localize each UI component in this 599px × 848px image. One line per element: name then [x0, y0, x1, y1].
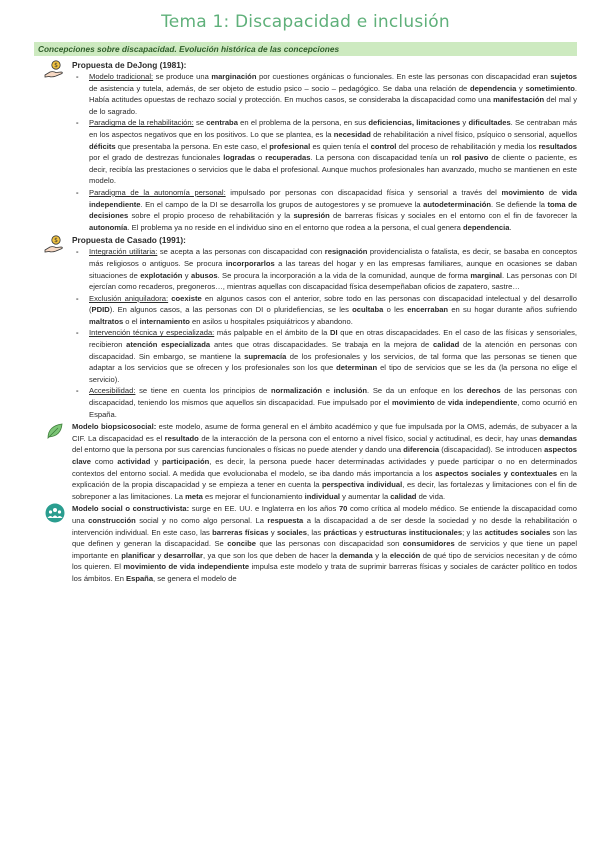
list-item-exclusion-aniquiladora: - Exclusión aniquiladora: coexiste en algunos casos con el anterior, sobre todo en las personas con discapacidad intelectual y del desarrollo (PDID). En algunos casos, a las personas con DI o pluridefiencias, se les ocultaba o les encerraban en su hogar durante años sufriendo maltratos o el internamiento en asilos u hospitales psiquiátricos y abandono. [76, 293, 577, 326]
leaf-icon [44, 421, 66, 441]
item-label: Modelo tradicional: [89, 72, 154, 81]
casado-block [34, 234, 577, 420]
item-label: Paradigma de la autonomía personal: [89, 187, 226, 197]
biopsicosocial-paragraph: Modelo biopsicosocial: este modelo, asume de forma general en el ámbito académico y que fue impulsada por la OMS, además, de subyacer a la CIF. La discapacidad es el resultado de la interacción de la persona con el entorno a nivel físico, social y actitudinal, es decir, hay unas demandas del entorno que la persona por sus carencias funcionales o físicas no puede atender y dando una diferencia (discapacidad). Se introducen aspectos clave como actividad y participación, es decir, la persona puede hacer determinadas actividades y puede participar o no en determinados contextos del entorno social. A medida que evolucionaba el modelo, se iba dando más importancia a los aspectos sociales y contextuales en la explicación de la propia discapacidad y se empieza a tener en cuenta la perspectiva individual, es decir, las fortalezas y limitaciones con el fin de sobreponer a las limitaciones. La meta es mejorar el funcionamiento individual y aumentar la calidad de vida. [72, 422, 578, 501]
dejong-title: Propuesta de DeJong (1981): [72, 60, 187, 70]
item-label: Integración utilitaria: [89, 247, 158, 257]
social-paragraph: Modelo social o constructivista: surge en EE. UU. e Inglaterra en los años 70 como crítica al modelo médico. Se entiende la discapacidad como una construcción social y no como algo personal. La respuesta a la discapacidad a de ser desde la sociedad y no desde la rehabilitación o intervención individual. En este caso, las barreras físicas y sociales, las prácticas y estructuras institucionales; y las actitudes sociales son las que definen y generan la discapacidad. Se concibe que las personas con discapacidad son consumidores de servicios y que tiene un papel importante en planificar y desarrollar, ya que son los que deben de hacer la demanda y la elección de qué tipo de servicios necesitan y de cómo los quieren. El movimiento de vida independiente impulsa este modelo y trata de suprimir barreras físicas y sociales de carácter político en todos los ámbitos. En España, se genera el modelo de [72, 504, 578, 583]
helping-hand-icon [44, 234, 66, 254]
paragraph-label: Modelo social o constructivista: [72, 504, 190, 514]
svg-text:$: $ [54, 62, 58, 70]
casado-title: Propuesta de Casado (1991): [72, 235, 186, 246]
list-item-intervencion-tecnica: - Intervención técnica y especializada: más palpable en el ámbito de la DI que en otras discapacidades. En el caso de las físicas y sensoriales, recibieron atención especializada antes que otras discapacidades. Se trabaja en la mejora de calidad de la atención en personas con discapacidad. Sin embargo, se mantiene la supremacía de los profesionales y los servicios, de tal forma que las personas se tienen que adaptar a los servicios que se ofrecen y los profesionales son los que determinan el tipo de servicios que se les da (la persona no elige el servicio). [76, 328, 577, 384]
item-label: Intervención técnica y especializada: [89, 328, 215, 338]
social-block [34, 503, 577, 584]
list-item-accesibilidad: - Accesibilidad: se tiene en cuenta los principios de normalización e inclusión. Se da un enfoque en los derechos de las personas con discapacidad, teniendo los mismos que aquellos sin discapacidad. Fue impulsado por el movimiento de vida independiente, como ocurrió en España. [76, 386, 577, 419]
paragraph-label: Modelo biopsicosocial: [72, 422, 157, 432]
section-header: Concepciones sobre discapacidad. Evolución histórica de las concepciones [34, 42, 577, 56]
dejong-block [34, 59, 577, 233]
item-label: Accesibilidad: [89, 386, 136, 396]
helping-hand-icon [44, 59, 66, 79]
item-label: Exclusión aniquiladora: [89, 293, 169, 303]
list-item-paradigma-autonomia: - Paradigma de la autonomía personal: impulsado por personas con discapacidad física y sensorial a través del movimiento de vida independiente. En el campo de la DI se desarrolla los grupos de autogestores y se promueve la autodeterminación. Se defiende la toma de decisiones sobre el propio proceso de rehabilitación y la supresión de barreras físicas y sociales en el entorno con el fin de favorecer la autonomía. El problema ya no reside en el individuo sino en el entorno que rodea a la persona, el cual genera dependencia. [76, 187, 578, 232]
item-label: Paradigma de la rehabilitación: [89, 118, 194, 128]
list-item-paradigma-rehabilitacion: - Paradigma de la rehabilitación: se centraba en el problema de la persona, en sus deficiencias, limitaciones y dificultades. Se centraban más en los aspectos negativos que en los positivos. Lo que se plantea, es la necesidad de rehabilitación a nivel físico, psíquico o sensorial, aquellos déficits que presentaba la persona. En este caso, el profesional es quien tenía el control del proceso de rehabilitación y media los resultados por el grado de destrezas funcionales logradas o recuperadas. La persona con discapacidad tenía un rol pasivo de cliente o paciente, es decir, recibía las prestaciones o servicios que le daba el profesional. Aunque muchos profesionales han avanzado, mucho se mantienen en este modelo. [76, 118, 577, 186]
group-icon [44, 503, 66, 523]
biopsicosocial-block [34, 421, 577, 502]
list-item-modelo-tradicional: - Modelo tradicional: se produce una marginación por cuestiones orgánicas o funcionales. En este las personas con discapacidad eran sujetos de asistencia y tutela, además, de ser objeto de estudio psico – socio – pedagógico. Se daba una relación de dependencia y sometimiento. Había actitudes opuestas de rechazo social y protección. En muchos casos, se consideraba la discapacidad como una manifestación del mal y de lo sagrado. [76, 72, 578, 116]
svg-text:$: $ [54, 237, 58, 245]
list-item-integracion-utilitaria: - Integración utilitaria: se acepta a las personas con discapacidad con resignación providencialista o fatalista, es decir, se basaba en conceptos más religiosos o antiguos. Se procura incorporarlos a las tareas del hogar y en las empresas familiares, aunque en ocasiones se daban situaciones de explotación y abusos. Se procura la incorporación a la vida de la comunidad, aunque de forma marginal. Las personas con DI ejercían como recaderos, pregoneros…, mientras aquellas con discapacidad física desempeñaban oficios de zapatero, sastre… [76, 247, 578, 292]
page-title: Tema 1: Discapacidad e inclusión [161, 12, 450, 32]
